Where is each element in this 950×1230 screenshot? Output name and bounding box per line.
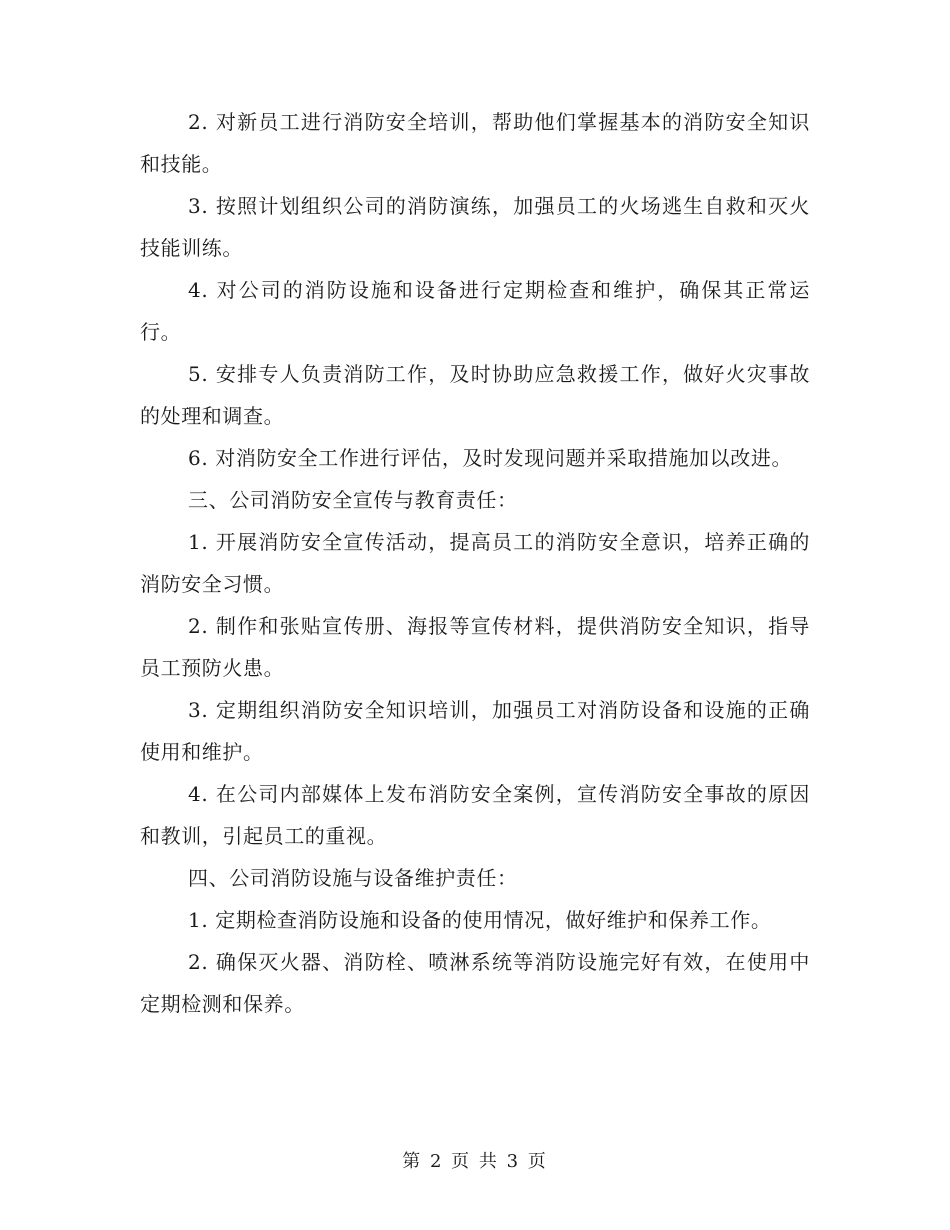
paragraph-publicity-3: 3. 定期组织消防安全知识培训，加强员工对消防设备和设施的正确使用和维护。 [140,698,810,764]
page-number-footer: 第 2 页 共 3 页 [402,1151,548,1172]
document-body [140,101,810,1025]
paragraph-maintenance-1: 1. 定期检查消防设施和设备的使用情况，做好维护和保养工作。 [188,908,772,932]
section-heading-maintenance: 四、公司消防设施与设备维护责任： [188,866,518,890]
paragraph-publicity-1: 1. 开展消防安全宣传活动，提高员工的消防安全意识，培养正确的消防安全习惯。 [140,530,810,596]
paragraph-item-6-evaluation: 6. 对消防安全工作进行评估，及时发现问题并采取措施加以改进。 [188,446,793,470]
paragraph-item-5-staff: 5. 安排专人负责消防工作，及时协助应急救援工作，做好火灾事故的处理和调查。 [140,362,810,428]
paragraph-maintenance-2: 2. 确保灭火器、消防栓、喷淋系统等消防设施完好有效，在使用中定期检测和保养。 [140,950,810,1016]
paragraph-item-2-training: 2. 对新员工进行消防安全培训，帮助他们掌握基本的消防安全知识和技能。 [140,110,810,176]
section-heading-publicity: 三、公司消防安全宣传与教育责任： [188,488,518,512]
paragraph-publicity-4: 4. 在公司内部媒体上发布消防安全案例，宣传消防安全事故的原因和教训，引起员工的重视。 [140,782,810,848]
paragraph-item-4-inspection: 4. 对公司的消防设施和设备进行定期检查和维护，确保其正常运行。 [140,278,810,344]
paragraph-item-3-drill: 3. 按照计划组织公司的消防演练，加强员工的火场逃生自救和灭火技能训练。 [140,194,810,260]
paragraph-publicity-2: 2. 制作和张贴宣传册、海报等宣传材料，提供消防安全知识，指导员工预防火患。 [140,614,810,680]
